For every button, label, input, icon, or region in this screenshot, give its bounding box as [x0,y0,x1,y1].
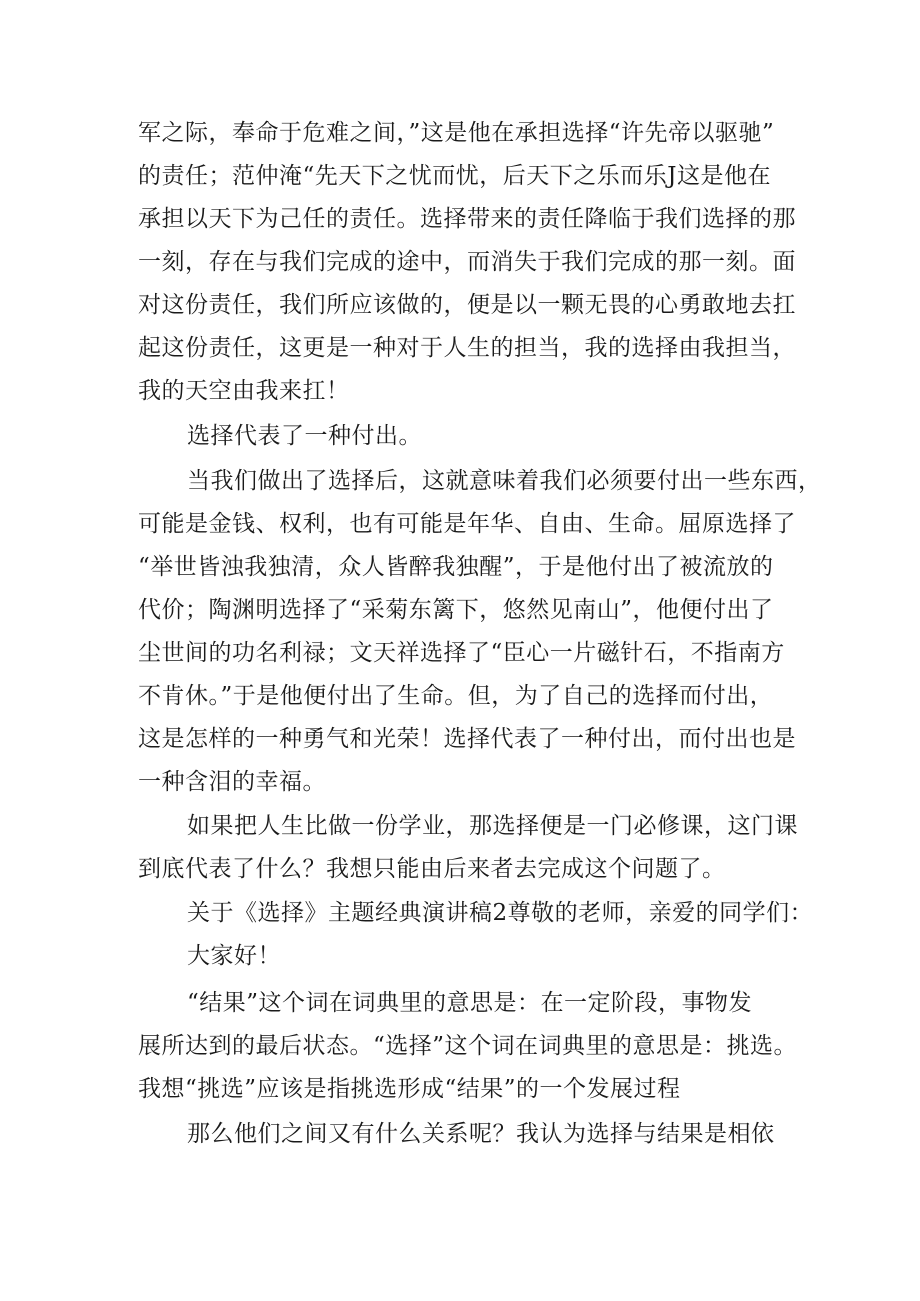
text-line: 这是怎样的一种勇气和光荣！选择代表了一种付出，而付出也是 [138,726,796,752]
text-line: 尘世间的功名利禄；文天祥选择了“臣心一片磁针石，不指南方 [138,640,785,666]
text-line: 我的天空由我来扛！ [138,378,350,404]
text-line: 选择代表了一种付出。 [187,423,422,449]
text-line: 的责任；范仲淹“先天下之忧而忧，后天下之乐而乐J这是他在 [138,163,771,189]
text-line: 代价；陶渊明选择了“采菊东篱下，悠然见南山”，他便付出了 [138,597,774,623]
text-line: 如果把人生比做一份学业，那选择便是一门必修课，这门课 [187,813,798,839]
text-line: 一刻，存在与我们完成的途中，而消失于我们完成的那一刻。面 [138,249,796,275]
text-line: 那么他们之间又有什么关系呢？我认为选择与结果是相依 [187,1121,775,1147]
text-line: 展所达到的最后状态。“选择”这个词在词典里的意思是：挑选。 [138,1033,798,1059]
text-line: 关于《选择》主题经典演讲稿2尊敬的老师，亲爱的同学们： [187,900,814,926]
text-line: 我想“挑选”应该是指挑选形成“结果”的一个发展过程 [138,1076,681,1102]
text-line: 不肯休。”于是他便付出了生命。但，为了自己的选择而付出， [138,683,774,709]
text-line: 一种含泪的幸福。 [138,769,326,795]
text-line: 可能是金钱、权利，也有可能是年华、自由、生命。屈原选择了 [138,511,796,537]
text-line: 对这份责任，我们所应该做的，便是以一颗无畏的心勇敢地去扛 [138,292,796,318]
text-line: 当我们做出了选择后，这就意味着我们必须要付出一些东西， [187,468,822,494]
text-line: 到底代表了什么？我想只能由后来者去完成这个问题了。 [138,856,726,882]
text-line: “结果”这个词在词典里的意思是：在一定阶段，事物发 [187,990,753,1016]
text-line: 大家好！ [187,943,281,969]
text-line: 军之际，奉命于危难之间，”这是他在承担选择“许先帝以驱驰” [138,120,775,146]
text-line: 起这份责任，这更是一种对于人生的担当，我的选择由我担当， [138,335,796,361]
text-line: 承担以天下为己任的责任。选择带来的责任降临于我们选择的那 [138,206,796,232]
text-line: “举世皆浊我独清，众人皆醉我独醒”，于是他付出了被流放的 [138,554,774,580]
